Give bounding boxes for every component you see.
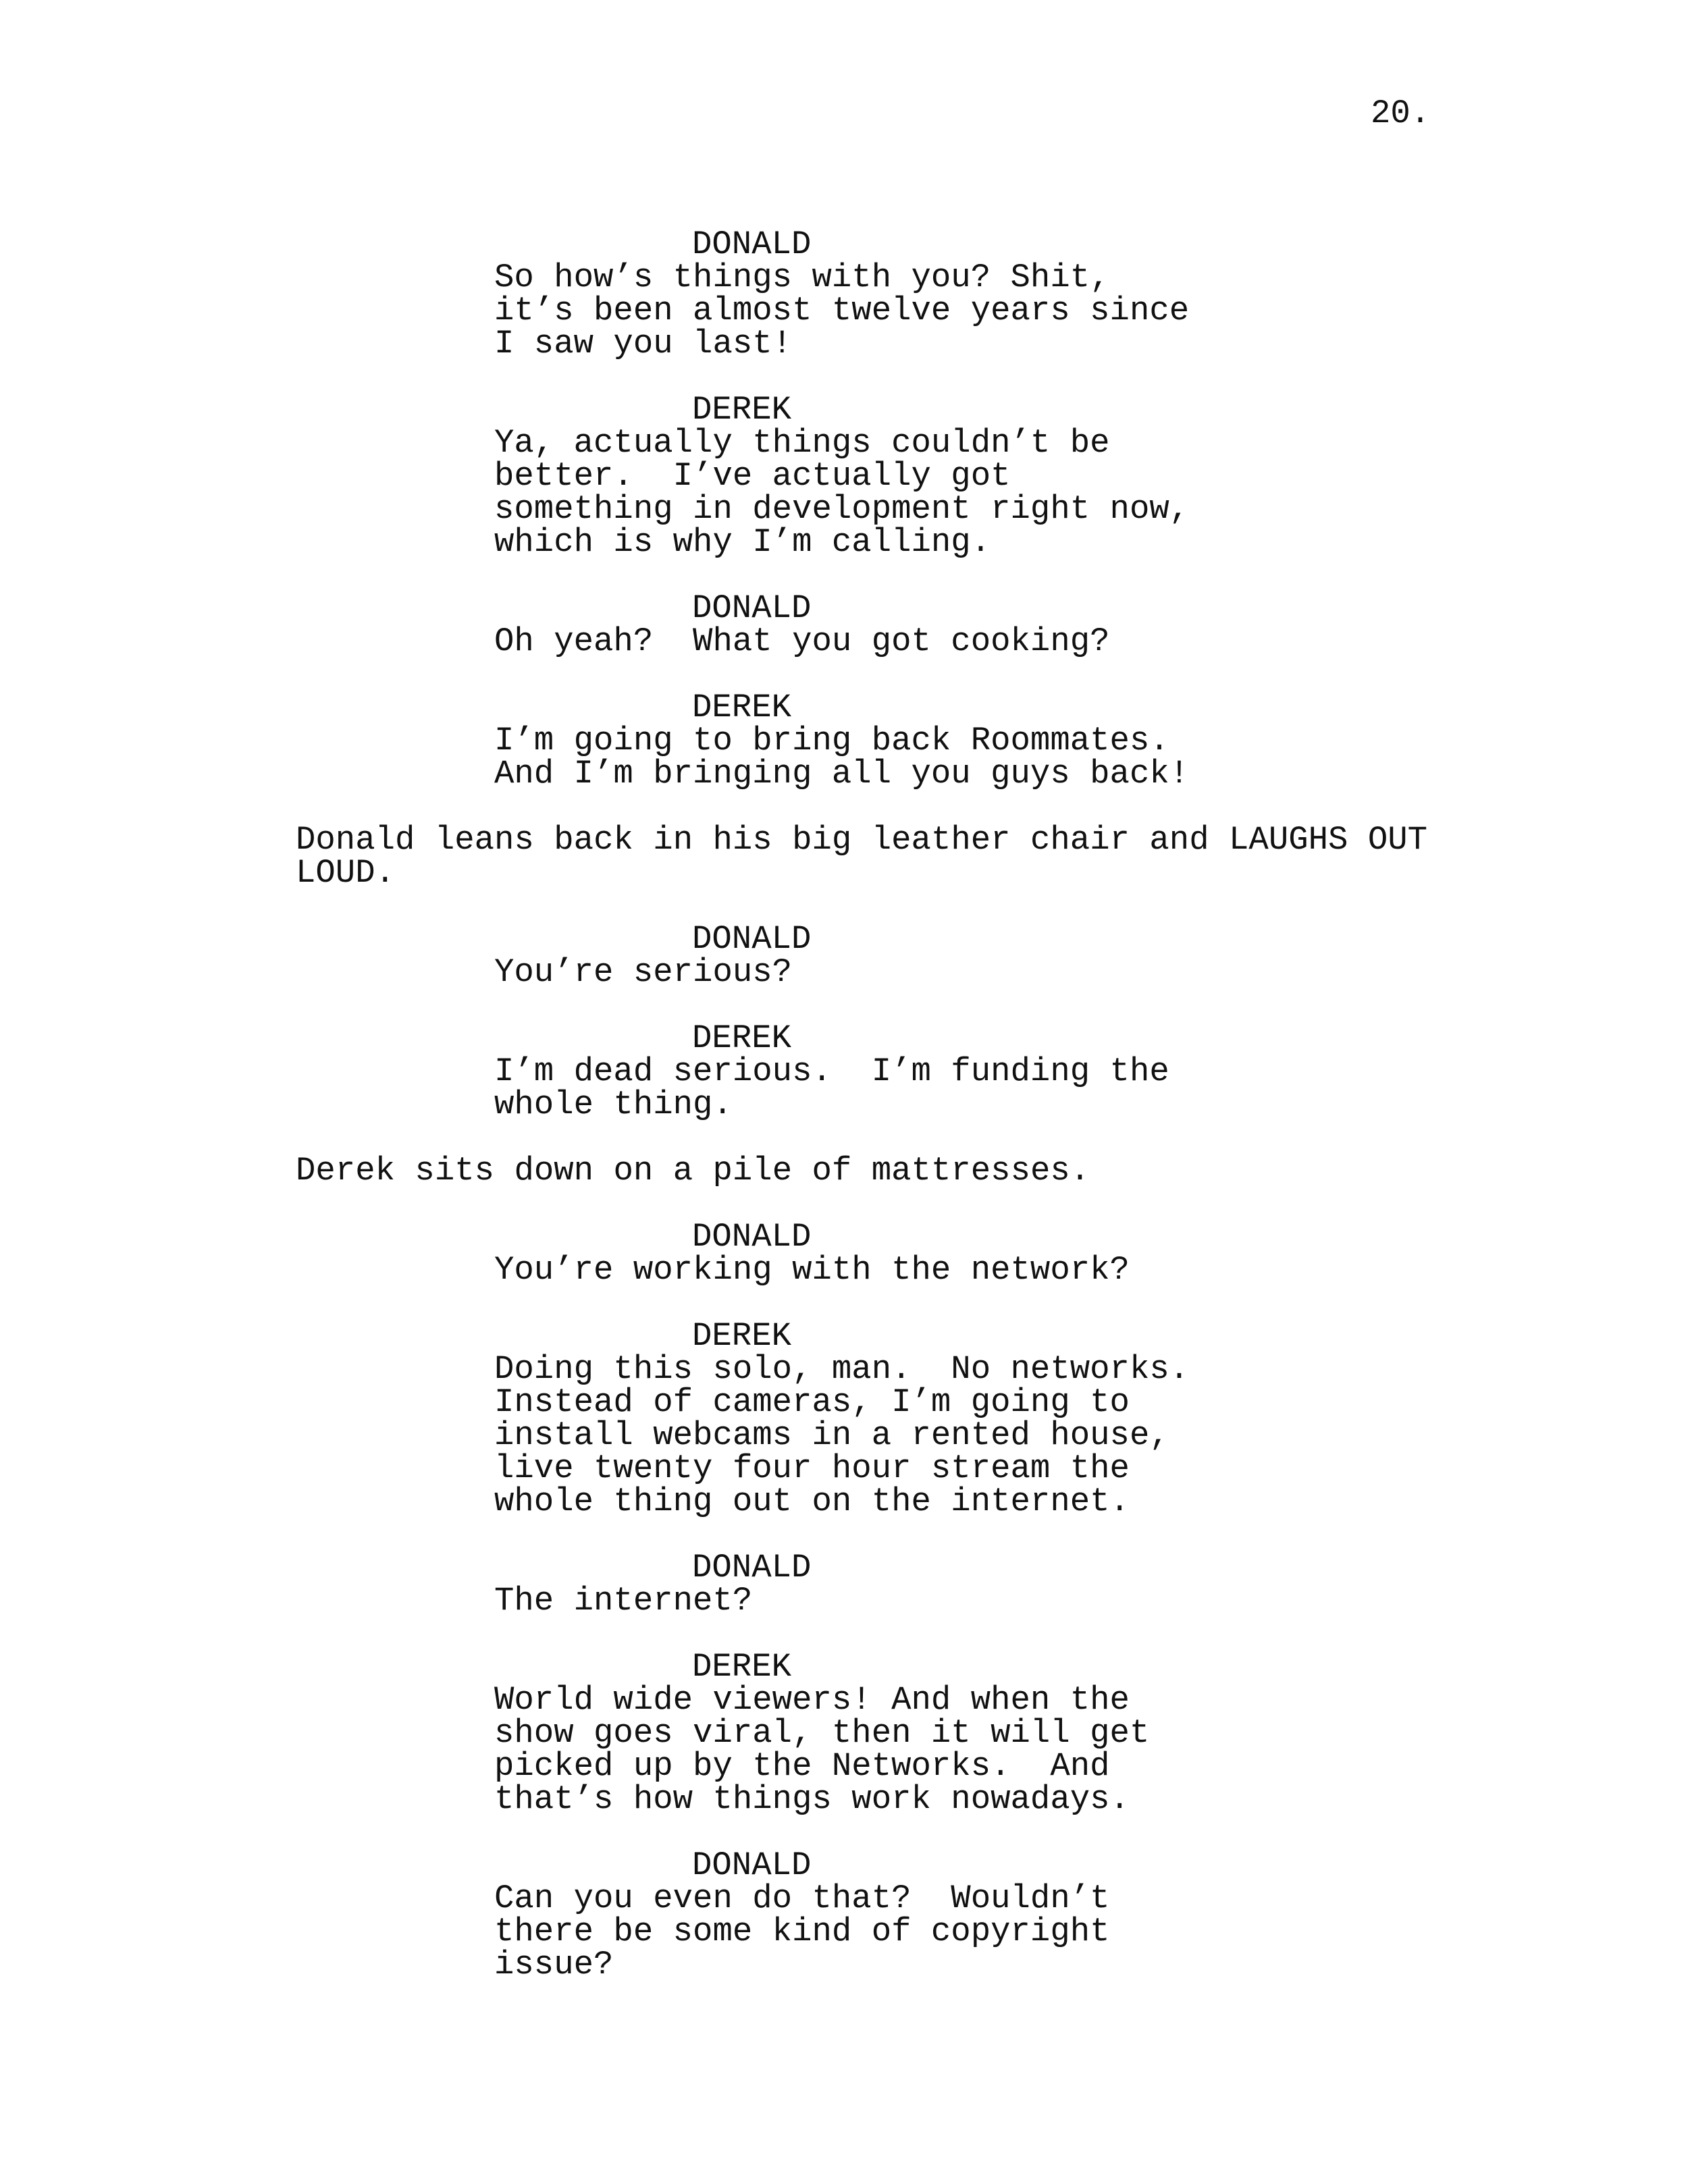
character-name: DONALD — [692, 589, 812, 627]
dialogue-line: World wide viewers! And when the — [494, 1681, 1130, 1719]
dialogue-line: whole thing out on the internet. — [494, 1483, 1130, 1520]
dialogue-line: there be some kind of copyright — [494, 1913, 1110, 1950]
dialogue-line: which is why I’m calling. — [494, 523, 991, 561]
character-name: DEREK — [692, 1317, 792, 1355]
dialogue-line: Instead of cameras, I’m going to — [494, 1383, 1130, 1421]
dialogue-line: that’s how things work nowadays. — [494, 1780, 1130, 1818]
dialogue-line: issue? — [494, 1946, 614, 1983]
character-name: DEREK — [692, 391, 792, 429]
dialogue-line: show goes viral, then it will get — [494, 1714, 1150, 1752]
action-line: LOUD. — [296, 854, 396, 892]
character-name: DONALD — [692, 225, 812, 263]
character-name: DEREK — [692, 689, 792, 726]
action-line: Derek sits down on a pile of mattresses. — [296, 1152, 1090, 1190]
character-name: DONALD — [692, 920, 812, 958]
dialogue-line: I saw you last! — [494, 325, 793, 363]
dialogue-line: Can you even do that? Wouldn’t — [494, 1880, 1110, 1917]
dialogue-line: You’re working with the network? — [494, 1251, 1130, 1289]
character-name: DONALD — [692, 1218, 812, 1256]
character-name: DEREK — [692, 1019, 792, 1057]
character-name: DONALD — [692, 1846, 812, 1884]
dialogue-line: I’m going to bring back Roommates. — [494, 722, 1169, 760]
character-name: DONALD — [692, 1549, 812, 1587]
action-line: Donald leans back in his big leather chair and LAUGHS OUT — [296, 821, 1428, 859]
dialogue-line: And I’m bringing all you guys back! — [494, 755, 1190, 793]
character-name: DEREK — [692, 1648, 792, 1686]
dialogue-line: something in development right now, — [494, 490, 1190, 528]
dialogue-line: I’m dead serious. I’m funding the — [494, 1053, 1169, 1090]
dialogue-line: So how’s things with you? Shit, — [494, 259, 1110, 296]
dialogue-line: live twenty four hour stream the — [494, 1449, 1130, 1487]
dialogue-line: Oh yeah? What you got cooking? — [494, 622, 1110, 660]
dialogue-line: The internet? — [494, 1582, 753, 1620]
dialogue-line: better. I’ve actually got — [494, 457, 1011, 495]
dialogue-line: it’s been almost twelve years since — [494, 292, 1190, 329]
page-number: 20. — [1371, 95, 1431, 132]
dialogue-line: picked up by the Networks. And — [494, 1747, 1110, 1785]
dialogue-line: Ya, actually things couldn’t be — [494, 424, 1110, 462]
dialogue-line: Doing this solo, man. No networks. — [494, 1350, 1190, 1388]
dialogue-line: You’re serious? — [494, 953, 793, 991]
dialogue-line: install webcams in a rented house, — [494, 1416, 1169, 1454]
dialogue-line: whole thing. — [494, 1086, 733, 1123]
